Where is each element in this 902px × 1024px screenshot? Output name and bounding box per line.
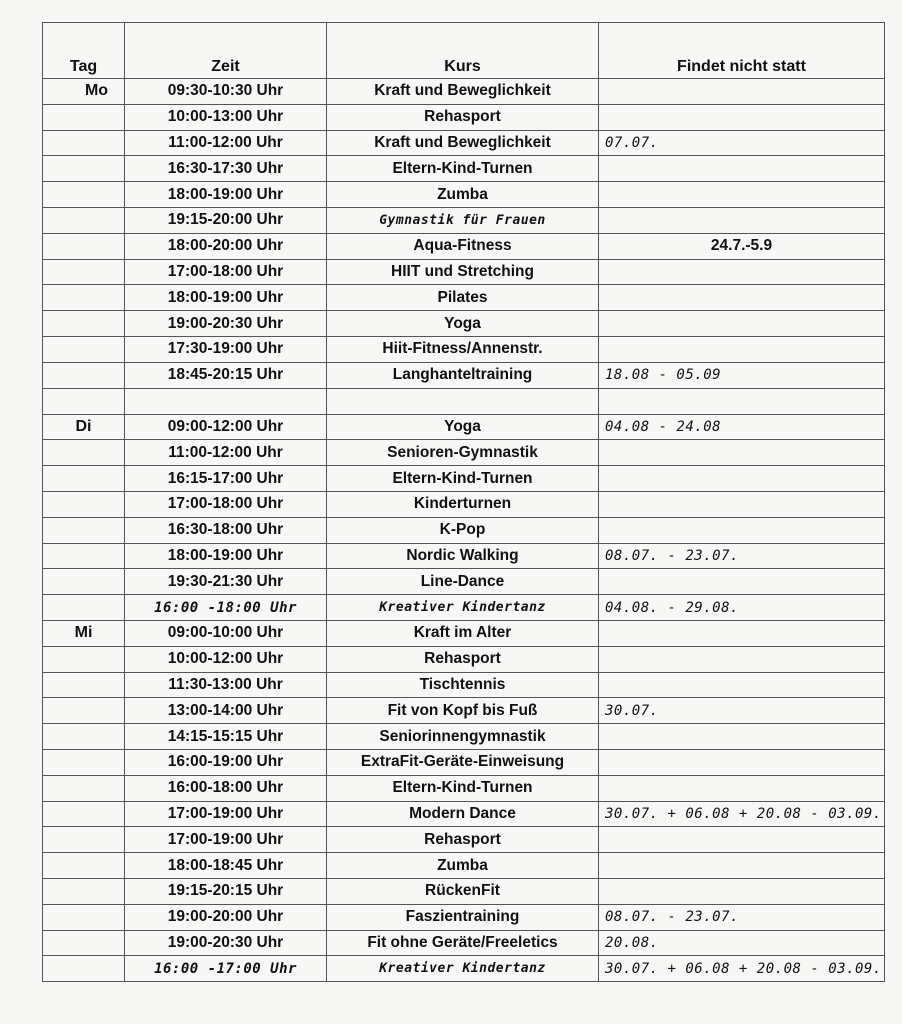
course-cell: Pilates — [327, 285, 599, 311]
table-row — [43, 104, 885, 130]
time-cell: 16:00-18:00 Uhr — [125, 775, 327, 801]
table-row — [43, 491, 885, 517]
day-cell — [43, 672, 125, 698]
day-cell — [43, 724, 125, 750]
day-cell — [43, 878, 125, 904]
table-row — [43, 336, 885, 362]
time-cell: 17:00-18:00 Uhr — [125, 491, 327, 517]
time-cell: 11:00-12:00 Uhr — [125, 440, 327, 466]
table-row — [43, 79, 885, 105]
time-cell: 17:00-19:00 Uhr — [125, 801, 327, 827]
cancelled-dates-cell — [599, 259, 885, 285]
course-cell: Rehasport — [327, 827, 599, 853]
day-cell — [43, 956, 125, 982]
cancelled-dates-cell: 18.08 - 05.09 — [599, 362, 885, 388]
cancelled-dates-cell — [599, 517, 885, 543]
cancelled-dates-cell — [599, 827, 885, 853]
table-row — [43, 775, 885, 801]
cancelled-dates-cell: 30.07. + 06.08 + 20.08 - 03.09. — [599, 801, 885, 827]
course-cell: Nordic Walking — [327, 543, 599, 569]
day-cell — [43, 801, 125, 827]
time-cell: 10:00-12:00 Uhr — [125, 646, 327, 672]
table-row — [43, 466, 885, 492]
course-cell: Kreativer Kindertanz — [327, 956, 599, 982]
course-cell: RückenFit — [327, 878, 599, 904]
day-cell — [43, 207, 125, 233]
day-cell: Mi — [43, 620, 125, 646]
table-row — [43, 801, 885, 827]
time-cell: 17:00-18:00 Uhr — [125, 259, 327, 285]
table-row — [43, 207, 885, 233]
course-cell: Eltern-Kind-Turnen — [327, 156, 599, 182]
table-row — [43, 595, 885, 621]
time-cell: 18:00-19:00 Uhr — [125, 543, 327, 569]
course-cell: Yoga — [327, 311, 599, 337]
time-cell: 13:00-14:00 Uhr — [125, 698, 327, 724]
time-cell: 09:30-10:30 Uhr — [125, 79, 327, 105]
course-cell: Kreativer Kindertanz — [327, 595, 599, 621]
cancelled-dates-cell — [599, 749, 885, 775]
day-cell — [43, 543, 125, 569]
cancelled-dates-cell — [599, 104, 885, 130]
table-row — [43, 956, 885, 982]
cancelled-dates-cell — [599, 336, 885, 362]
cancelled-dates-cell — [599, 311, 885, 337]
table-row — [43, 620, 885, 646]
table-row — [43, 259, 885, 285]
cancelled-dates-cell — [599, 285, 885, 311]
time-cell: 18:00-18:45 Uhr — [125, 853, 327, 879]
day-cell — [43, 104, 125, 130]
course-cell: Senioren-Gymnastik — [327, 440, 599, 466]
day-cell — [43, 130, 125, 156]
time-cell — [125, 388, 327, 414]
course-cell — [327, 388, 599, 414]
time-cell: 19:30-21:30 Uhr — [125, 569, 327, 595]
course-cell: Eltern-Kind-Turnen — [327, 775, 599, 801]
day-cell — [43, 182, 125, 208]
cancelled-dates-cell: 07.07. — [599, 130, 885, 156]
day-cell — [43, 827, 125, 853]
table-row — [43, 930, 885, 956]
cancelled-dates-cell — [599, 878, 885, 904]
cancelled-dates-cell: 08.07. - 23.07. — [599, 543, 885, 569]
table-row — [43, 130, 885, 156]
header-cancelled: Findet nicht statt — [599, 23, 885, 79]
day-cell — [43, 466, 125, 492]
cancelled-dates-cell: 04.08. - 29.08. — [599, 595, 885, 621]
cancelled-dates-cell — [599, 646, 885, 672]
course-cell: Hiit-Fitness/Annenstr. — [327, 336, 599, 362]
cancelled-dates-cell — [599, 79, 885, 105]
table-row — [43, 388, 885, 414]
header-course: Kurs — [327, 23, 599, 79]
table-row — [43, 362, 885, 388]
table-row — [43, 543, 885, 569]
course-cell: Tischtennis — [327, 672, 599, 698]
course-cell: Zumba — [327, 182, 599, 208]
cancelled-dates-cell — [599, 491, 885, 517]
day-cell — [43, 156, 125, 182]
day-cell — [43, 646, 125, 672]
day-cell — [43, 853, 125, 879]
time-cell: 10:00-13:00 Uhr — [125, 104, 327, 130]
day-cell — [43, 595, 125, 621]
time-cell: 09:00-12:00 Uhr — [125, 414, 327, 440]
time-cell: 17:30-19:00 Uhr — [125, 336, 327, 362]
day-cell — [43, 491, 125, 517]
course-cell: Rehasport — [327, 104, 599, 130]
time-cell: 18:00-19:00 Uhr — [125, 182, 327, 208]
course-cell: Fit von Kopf bis Fuß — [327, 698, 599, 724]
cancelled-dates-cell — [599, 388, 885, 414]
course-cell: Seniorinnengymnastik — [327, 724, 599, 750]
time-cell: 18:45-20:15 Uhr — [125, 362, 327, 388]
course-schedule-table — [42, 22, 885, 982]
header-row — [43, 23, 885, 79]
course-cell: Gymnastik für Frauen — [327, 207, 599, 233]
time-cell: 19:15-20:15 Uhr — [125, 878, 327, 904]
cancelled-dates-cell — [599, 672, 885, 698]
table-row — [43, 827, 885, 853]
time-cell: 14:15-15:15 Uhr — [125, 724, 327, 750]
cancelled-dates-cell — [599, 724, 885, 750]
table-row — [43, 311, 885, 337]
day-cell — [43, 311, 125, 337]
course-cell: Yoga — [327, 414, 599, 440]
day-cell — [43, 930, 125, 956]
time-cell: 11:00-12:00 Uhr — [125, 130, 327, 156]
day-cell: Mo — [43, 79, 125, 105]
day-cell — [43, 569, 125, 595]
cancelled-dates-cell — [599, 775, 885, 801]
course-cell: Kraft und Beweglichkeit — [327, 130, 599, 156]
table-row — [43, 878, 885, 904]
course-cell: Kraft im Alter — [327, 620, 599, 646]
day-cell — [43, 904, 125, 930]
course-cell: Modern Dance — [327, 801, 599, 827]
cancelled-dates-cell: 20.08. — [599, 930, 885, 956]
course-cell: ExtraFit-Geräte-Einweisung — [327, 749, 599, 775]
time-cell: 19:00-20:30 Uhr — [125, 930, 327, 956]
table-row — [43, 672, 885, 698]
day-cell: Di — [43, 414, 125, 440]
day-cell — [43, 388, 125, 414]
table-row — [43, 414, 885, 440]
table-row — [43, 853, 885, 879]
course-cell: Kraft und Beweglichkeit — [327, 79, 599, 105]
cancelled-dates-cell — [599, 620, 885, 646]
time-cell: 18:00-19:00 Uhr — [125, 285, 327, 311]
table-row — [43, 569, 885, 595]
cancelled-dates-cell — [599, 156, 885, 182]
table-row — [43, 156, 885, 182]
cancelled-dates-cell: 08.07. - 23.07. — [599, 904, 885, 930]
table-row — [43, 698, 885, 724]
table-row — [43, 724, 885, 750]
cancelled-dates-cell: 30.07. + 06.08 + 20.08 - 03.09. — [599, 956, 885, 982]
course-cell: Faszientraining — [327, 904, 599, 930]
cancelled-dates-cell — [599, 853, 885, 879]
day-cell — [43, 259, 125, 285]
table-row — [43, 646, 885, 672]
time-cell: 16:30-17:30 Uhr — [125, 156, 327, 182]
header-time: Zeit — [125, 23, 327, 79]
time-cell: 17:00-19:00 Uhr — [125, 827, 327, 853]
day-cell — [43, 440, 125, 466]
table-row — [43, 749, 885, 775]
cancelled-dates-cell — [599, 182, 885, 208]
time-cell: 16:00-19:00 Uhr — [125, 749, 327, 775]
day-cell — [43, 362, 125, 388]
table-row — [43, 285, 885, 311]
table-row — [43, 517, 885, 543]
cancelled-dates-cell — [599, 569, 885, 595]
day-cell — [43, 285, 125, 311]
day-cell — [43, 775, 125, 801]
course-cell: Aqua-Fitness — [327, 233, 599, 259]
time-cell: 16:15-17:00 Uhr — [125, 466, 327, 492]
day-cell — [43, 517, 125, 543]
day-cell — [43, 233, 125, 259]
course-cell: Kinderturnen — [327, 491, 599, 517]
cancelled-dates-cell — [599, 207, 885, 233]
course-cell: HIIT und Stretching — [327, 259, 599, 285]
table-row — [43, 182, 885, 208]
time-cell: 16:30-18:00 Uhr — [125, 517, 327, 543]
course-cell: Eltern-Kind-Turnen — [327, 466, 599, 492]
cancelled-dates-cell: 30.07. — [599, 698, 885, 724]
course-cell: K-Pop — [327, 517, 599, 543]
time-cell: 19:15-20:00 Uhr — [125, 207, 327, 233]
course-cell: Langhanteltraining — [327, 362, 599, 388]
time-cell: 11:30-13:00 Uhr — [125, 672, 327, 698]
course-cell: Fit ohne Geräte/Freeletics — [327, 930, 599, 956]
time-cell: 19:00-20:00 Uhr — [125, 904, 327, 930]
time-cell: 19:00-20:30 Uhr — [125, 311, 327, 337]
day-cell — [43, 698, 125, 724]
course-cell: Zumba — [327, 853, 599, 879]
time-cell: 16:00 -18:00 Uhr — [125, 595, 327, 621]
cancelled-dates-cell — [599, 466, 885, 492]
time-cell: 18:00-20:00 Uhr — [125, 233, 327, 259]
cancelled-dates-cell: 04.08 - 24.08 — [599, 414, 885, 440]
table-row — [43, 904, 885, 930]
time-cell: 09:00-10:00 Uhr — [125, 620, 327, 646]
header-day: Tag — [43, 23, 125, 79]
table-row — [43, 440, 885, 466]
time-cell: 16:00 -17:00 Uhr — [125, 956, 327, 982]
cancelled-dates-cell — [599, 440, 885, 466]
table-row — [43, 233, 885, 259]
course-cell: Line-Dance — [327, 569, 599, 595]
cancelled-dates-cell: 24.7.-5.9 — [599, 233, 885, 259]
day-cell — [43, 336, 125, 362]
day-cell — [43, 749, 125, 775]
course-cell: Rehasport — [327, 646, 599, 672]
